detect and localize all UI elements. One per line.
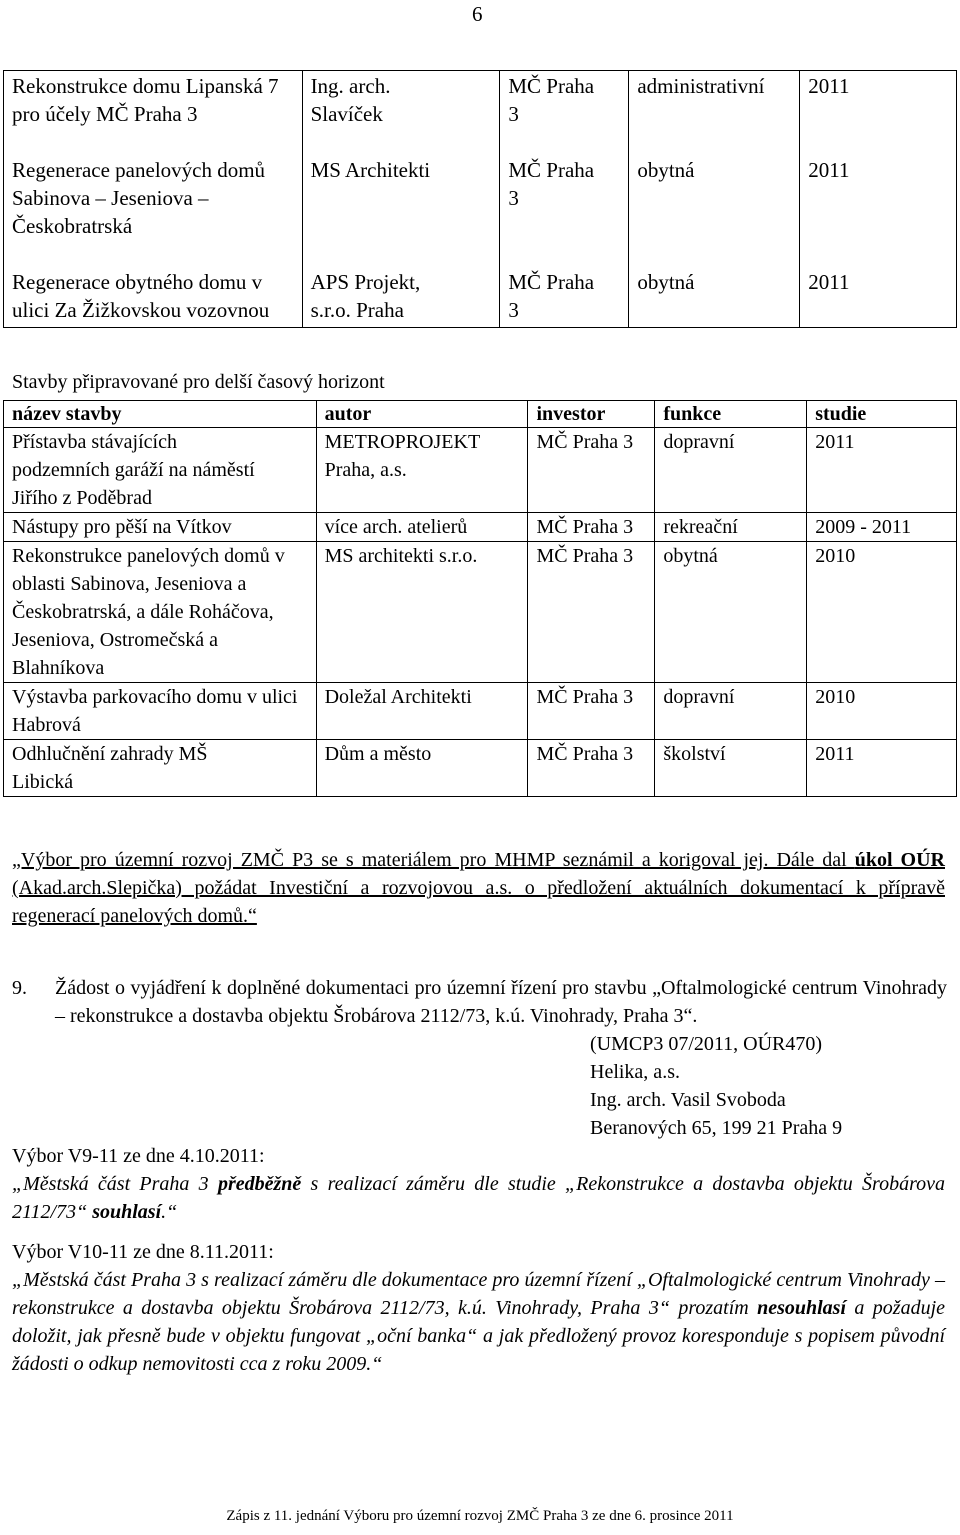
opinion-emphasis: souhlasí: [92, 1201, 162, 1223]
committee-heading: Výbor V9-11 ze dne 4.10.2011:: [12, 1145, 265, 1167]
col-header-year: studie: [807, 401, 957, 428]
project-year: 2011: [807, 428, 957, 513]
project-name: Rekonstrukce panelových domů v oblasti Sabinova, Jeseniova a Českobratrská, a dále Roháčova, Jeseniova, Ostromečská a Blahníkova: [4, 542, 317, 683]
page-number: 6: [472, 2, 483, 26]
committee-heading: Výbor V10-11 ze dne 8.11.2011:: [12, 1241, 274, 1263]
project-name: Regenerace panelových domů Sabinova – Jeseniova – Českobratrská: [12, 158, 266, 238]
project-name: Regenerace obytného domu v ulici Za Žižkovskou vozovnou: [12, 270, 270, 322]
section-title: Stavby připravované pro delší časový horizont: [12, 371, 385, 393]
project-function: obytná: [637, 158, 695, 182]
project-investor: MČ Praha 3: [528, 542, 655, 683]
opinion-text: .“: [161, 1201, 178, 1223]
project-author: MS architekti s.r.o.: [316, 542, 528, 683]
project-function: obytná: [655, 542, 807, 683]
project-investor: MČ Praha 3: [528, 513, 655, 542]
project-name: Přístavba stávajících podzemních garáží na náměstí Jiřího z Poděbrad: [4, 428, 317, 513]
resolution-task: úkol OÚR: [854, 849, 945, 871]
project-function: rekreační: [655, 513, 807, 542]
committee-opinion: [12, 1266, 945, 1378]
project-year: 2010: [807, 542, 957, 683]
col-header-investor: investor: [528, 401, 655, 428]
studies-table-future: [3, 400, 957, 797]
project-name: Odhlučnění zahrady MŠ Libická: [4, 740, 317, 797]
project-name: Rekonstrukce domu Lipanská 7 pro účely MČ Praha 3: [12, 74, 279, 126]
project-author: METROPROJEKT Praha, a.s.: [316, 428, 528, 513]
opinion-text: a požaduje doložit, jak přesně bude v objektu fungovat „oční banka“ a jak předložený provoz koresponduje s popisem původní žádosti o odkup nemovitosti cca z roku 2009.“: [12, 1297, 946, 1375]
opinion-text: „Městská část Praha 3 s realizací záměru dle dokumentace pro územní řízení „Oftalmologické centrum Vinohrady – rekonstrukce a dostavba objektu Šrobárova 2112/73, k.ú. Vinohrady, Praha 3“ prozatím: [12, 1269, 945, 1319]
studies-table-current: [3, 70, 957, 328]
opinion-text: s realizací záměru dle studie „Rekonstrukce a dostavba objektu Šrobárova 2112/73“: [12, 1173, 945, 1223]
opinion-emphasis: předběžně: [217, 1173, 302, 1195]
project-investor: MČ Praha 3: [528, 428, 655, 513]
table-row: [4, 428, 957, 513]
project-year: 2011: [807, 740, 957, 797]
project-function: obytná: [637, 270, 695, 294]
table-row: [4, 683, 957, 740]
table-row: [4, 542, 957, 683]
name-cell: [4, 71, 303, 328]
item-number: 9.: [12, 977, 27, 999]
col-header-name: název stavby: [4, 401, 317, 428]
project-investor: MČ Praha 3: [508, 158, 595, 210]
project-function: školství: [655, 740, 807, 797]
project-year: 2011: [808, 158, 850, 182]
year-cell: [800, 71, 957, 328]
project-year: 2010: [807, 683, 957, 740]
opinion-emphasis: nesouhlasí: [757, 1297, 847, 1319]
applicant-architect: Ing. arch. Vasil Svoboda: [590, 1089, 786, 1111]
project-year: 2011: [808, 74, 850, 98]
project-function: dopravní: [655, 683, 807, 740]
col-header-author: autor: [316, 401, 528, 428]
page-footer: Zápis z 11. jednání Výboru pro územní rozvoj ZMČ Praha 3 ze dne 6. prosince 2011: [226, 1508, 734, 1524]
function-cell: [629, 71, 800, 328]
project-function: dopravní: [655, 428, 807, 513]
committee-resolution: [12, 846, 945, 930]
col-header-function: funkce: [655, 401, 807, 428]
applicant-address: Beranových 65, 199 21 Praha 9: [590, 1117, 843, 1139]
table-row: [4, 513, 957, 542]
project-name: Nástupy pro pěší na Vítkov: [4, 513, 317, 542]
table-row: [4, 71, 957, 328]
resolution-text: (Akad.arch.Slepička) požádat Investiční a rozvojovou a.s. o předložení aktuálních dokumentací k přípravě regenerací panelových domů.“: [12, 877, 945, 927]
project-investor: MČ Praha 3: [528, 683, 655, 740]
project-author: APS Projekt, s.r.o. Praha: [310, 270, 421, 322]
item-reference: (UMCP3 07/2011, OÚR470): [590, 1033, 823, 1055]
project-function: administrativní: [637, 74, 765, 98]
project-name: Výstavba parkovacího domu v ulici Habrová: [4, 683, 317, 740]
project-author: Dům a město: [316, 740, 528, 797]
table-header-row: [4, 401, 957, 428]
project-author: MS Architekti: [310, 158, 431, 182]
project-author: více arch. atelierů: [316, 513, 528, 542]
table-row: [4, 740, 957, 797]
item-text: Žádost o vyjádření k doplněné dokumentaci pro územní řízení pro stavbu „Oftalmologické centrum Vinohrady – rekonstrukce a dostavba objektu Šrobárova 2112/73, k.ú. Vinohrady, Praha 3“.: [55, 977, 947, 1027]
resolution-text: „Výbor pro územní rozvoj ZMČ P3 se s materiálem pro MHMP seznámil a korigoval jej. Dále dal: [12, 849, 855, 871]
project-author: Doležal Architekti: [316, 683, 528, 740]
author-cell: [302, 71, 500, 328]
project-author: Ing. arch. Slavíček: [310, 74, 391, 126]
committee-opinion: [12, 1170, 945, 1226]
investor-cell: [500, 71, 629, 328]
project-investor: MČ Praha 3: [508, 270, 595, 322]
project-investor: MČ Praha 3: [528, 740, 655, 797]
project-year: 2011: [808, 270, 850, 294]
opinion-text: „Městská část Praha 3: [12, 1173, 218, 1195]
project-investor: MČ Praha 3: [508, 74, 595, 126]
agenda-item-9: [12, 974, 947, 1030]
project-year: 2009 - 2011: [807, 513, 957, 542]
applicant-name: Helika, a.s.: [590, 1061, 680, 1083]
